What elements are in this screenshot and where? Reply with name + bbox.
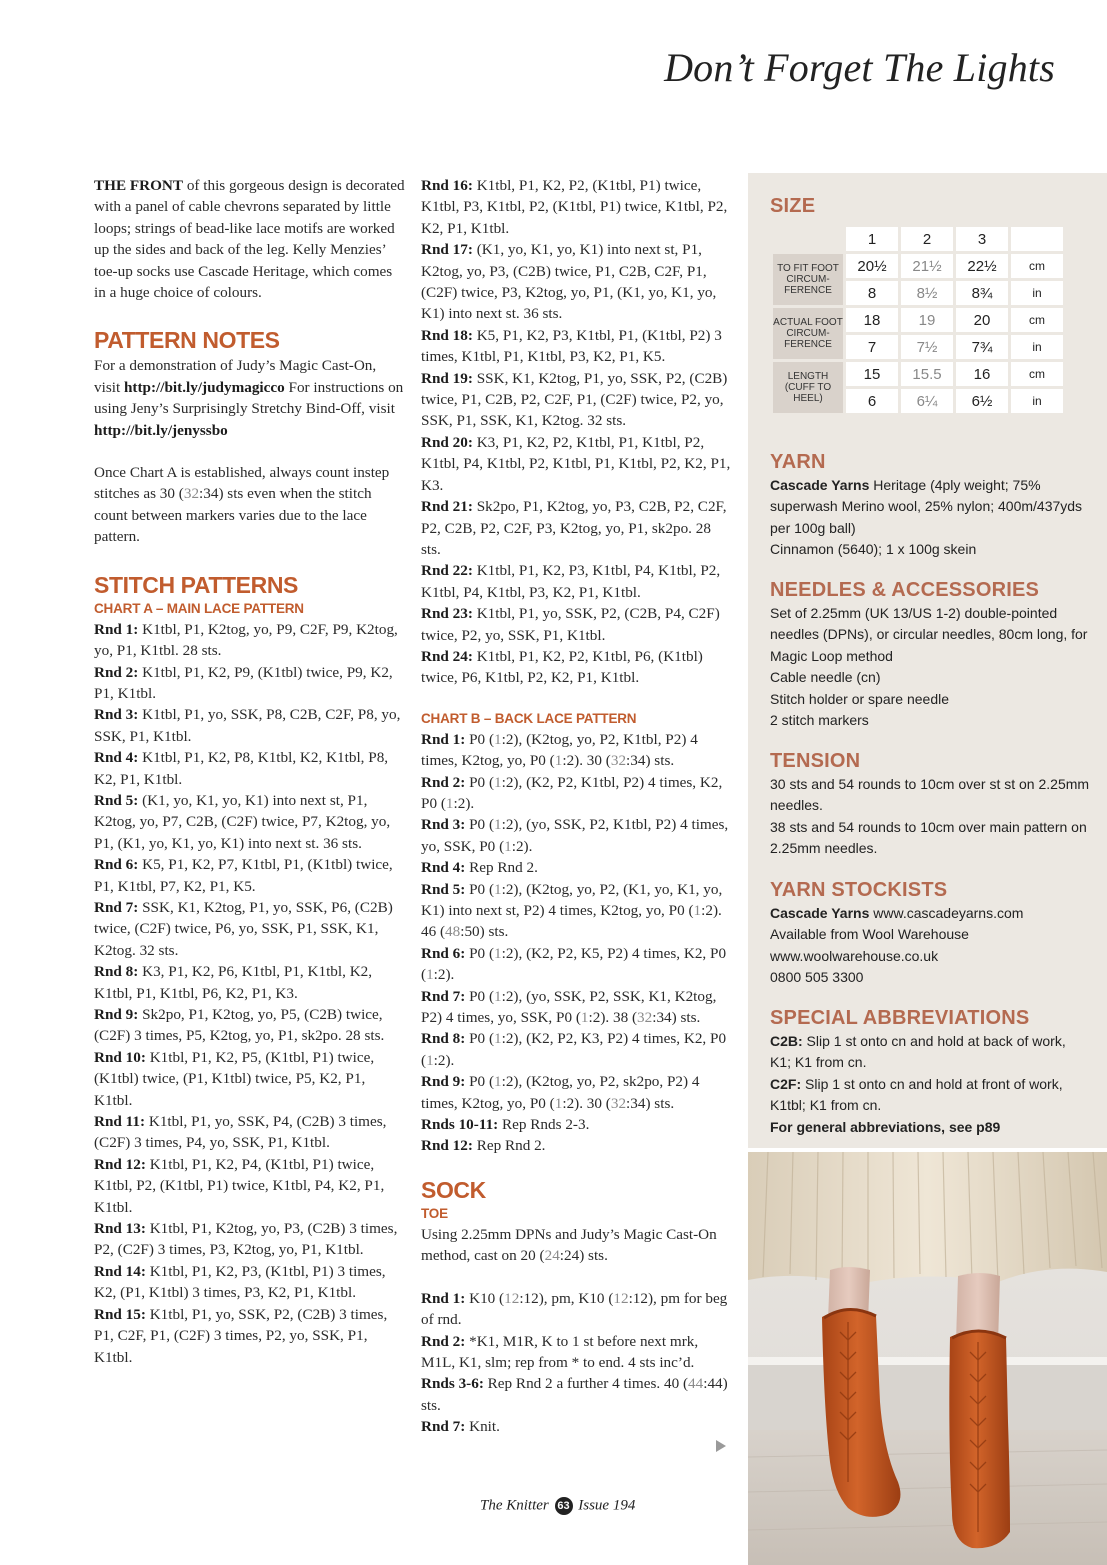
round-text: P0 ( (465, 880, 495, 898)
round-instruction (94, 1154, 406, 1218)
round-text: K1tbl, P1, yo, SSK, P2, (C2B) 3 times, P1, C2F, P1, (C2F) 3 times, P2, yo, SSK, P1, K1tbl. (94, 1305, 388, 1366)
round-text: K5, P1, K2, P7, K1tbl, P1, (K1tbl) twice, P1, K1tbl, P7, K2, P1, K5. (94, 856, 393, 895)
issue-number: Issue 194 (578, 1497, 636, 1514)
round-text: SSK, K1, K2tog, P1, yo, SSK, P6, (C2B) twice, (C2F) twice, P6, yo, SSK, P1, SSK, K1, K2tog. 32 sts. (94, 898, 393, 959)
round-text: :50) sts. (460, 923, 509, 941)
round-label: Rnd 5: (421, 880, 466, 898)
round-instruction (94, 1218, 406, 1261)
pattern-notes-heading: PATTERN NOTES (94, 327, 280, 354)
page-title: Don’t Forget The Lights (664, 45, 1055, 90)
round-label: Rnd 9: (421, 1073, 466, 1091)
pattern-notes-p2: Once Chart A is established, always count instep stitches as 30 (32:34) sts even when the stitch count between markers varies due to the lace pattern. (94, 464, 390, 546)
yarn-section (770, 449, 1090, 561)
unit-cm: cm (1011, 308, 1063, 332)
round-instruction (421, 1114, 733, 1135)
round-instruction (421, 560, 733, 603)
round-text: :2). 30 ( (562, 752, 611, 770)
needles-section (770, 577, 1090, 731)
round-label: Rnd 24: (421, 647, 473, 665)
round-instruction (94, 1047, 406, 1111)
length-in-3: 6½ (956, 389, 1008, 413)
size-heading: SIZE (770, 195, 816, 217)
length-cm-2: 15.5 (901, 362, 953, 386)
stockist-site[interactable]: www.cascadeyarns.com (869, 905, 1024, 921)
round-instruction (94, 790, 406, 854)
fit-in-3: 8¾ (956, 281, 1008, 305)
chart-a-rounds (94, 619, 406, 1368)
round-instruction (421, 986, 733, 1029)
round-instruction (94, 961, 406, 1004)
chart-b-rounds (421, 729, 733, 1157)
round-text: :2). (433, 1051, 455, 1069)
round-label: Rnd 6: (421, 944, 466, 962)
round-text: 32 (610, 752, 627, 770)
round-instruction (94, 1304, 406, 1368)
round-text: :2), (K2tog, yo, P2, (K1, yo, K1, yo, K1) into next st, P2) 4 times, K2tog, yo, P0 ( (421, 880, 723, 919)
round-label: Rnd 18: (421, 326, 473, 344)
round-text: 12 (613, 1289, 629, 1307)
round-text: 44 (688, 1375, 704, 1393)
round-instruction (94, 1004, 406, 1047)
toe-heading: TOE (421, 1205, 448, 1221)
chart-a-rounds-continued (421, 175, 733, 689)
round-text: :34) sts. (626, 752, 675, 770)
round-text: 1 (580, 1009, 589, 1027)
round-text: :34) sts. (626, 1094, 675, 1112)
needle-item: 2 stitch markers (770, 712, 869, 729)
round-instruction (421, 1071, 733, 1114)
round-text: :2), (K2, P2, K5, P2) 4 times, K2, P0 ( (421, 944, 727, 984)
round-text: :2), (K2tog, yo, P2, K1tbl, P2) 4 times, K2tog, yo, P0 ( (421, 730, 698, 770)
round-label: Rnd 2: (421, 773, 466, 791)
round-instruction (421, 1331, 733, 1374)
magazine-name: The Knitter (480, 1497, 549, 1514)
row-label-actual-foot: ACTUAL FOOT CIRCUM-FERENCE (773, 308, 843, 359)
yarn-brand: Cascade Yarns (770, 477, 870, 493)
round-text: K1tbl, P1, K2, P9, (K1tbl) twice, P9, K2, P1, K1tbl. (94, 663, 393, 702)
needles-list (770, 603, 1090, 731)
round-text: K3, P1, K2, P6, K1tbl, P1, K1tbl, K2, K1tbl, P1, K1tbl, P6, K2, P1, K3. (94, 963, 373, 1002)
round-text: *K1, M1R, K to 1 st before next mrk, M1L, K1, slm; rep from * to end. 4 sts inc’d. (421, 1332, 699, 1371)
abbreviation-label: C2F: (770, 1075, 802, 1092)
round-label: Rnd 2: (94, 663, 139, 681)
actual-cm-3: 20 (956, 308, 1008, 332)
round-instruction (421, 325, 733, 368)
round-label: Rnd 16: (421, 177, 473, 194)
round-text: K1tbl, P1, K2, P8, K1tbl, K2, K1tbl, P8, K2, P1, K1tbl. (94, 749, 389, 788)
stockist-brand: Cascade Yarns (770, 905, 870, 921)
round-text: 48 (445, 923, 461, 941)
round-instruction (421, 368, 733, 432)
round-label: Rnd 5: (94, 791, 139, 809)
round-label: Rnd 3: (421, 816, 466, 834)
unit-in: in (1011, 389, 1063, 413)
stockist-phone: 0800 505 3300 (770, 969, 864, 986)
round-label: Rnds 3-6: (421, 1375, 484, 1393)
chart-b-heading: CHART B – BACK LACE PATTERN (421, 710, 637, 726)
round-instruction (421, 1028, 733, 1071)
round-label: Rnd 1: (421, 730, 466, 748)
round-text: 1 (494, 773, 502, 791)
actual-in-1: 7 (846, 335, 898, 359)
round-text: :2), (K2, P2, K1tbl, P2) 4 times, K2, P0 ( (421, 773, 723, 812)
round-text: K1tbl, P1, K2, P3, (K1tbl, P1) 3 times, K2, (P1, K1tbl) 3 times, P3, K2, P1, K1tbl. (94, 1262, 386, 1302)
round-text: K1tbl, P1, yo, SSK, P2, (C2B, P4, C2F) twice, P2, yo, SSK, P1, K1tbl. (421, 605, 720, 644)
size-table (770, 224, 1066, 416)
intro-paragraph (94, 175, 406, 303)
socks-photo (748, 1152, 1107, 1565)
stockist-site2[interactable]: www.woolwarehouse.co.uk (770, 947, 939, 964)
round-text: 32 (637, 1009, 653, 1027)
fit-in-1: 8 (846, 281, 898, 305)
round-text: K1tbl, P1, K2, P2, (K1tbl, P1) twice, K1tbl, P3, K1tbl, P2, (K1tbl, P1) twice, K1tbl, P2, K2, P1, K1tbl. (421, 177, 728, 237)
round-label: Rnd 13: (94, 1220, 146, 1238)
round-text: :2), (yo, SSK, P2, K1tbl, P2) 4 times, yo, SSK, P0 ( (421, 816, 729, 855)
abbreviation-item (770, 1074, 1090, 1117)
actual-cm-2: 19 (901, 308, 953, 332)
round-text: K10 ( (465, 1289, 505, 1307)
actual-in-3: 7¾ (956, 335, 1008, 359)
fit-cm-3: 22½ (956, 254, 1008, 278)
round-label: Rnd 8: (94, 963, 139, 981)
judy-link[interactable]: http://bit.ly/judymagicco (123, 378, 285, 396)
continue-arrow-icon (716, 1440, 726, 1452)
page-number: 63 (555, 1497, 573, 1515)
round-instruction (421, 814, 733, 857)
round-text: K1tbl, P1, K2, P4, (K1tbl, P1) twice, K1tbl, P2, (K1tbl, P1) twice, K1tbl, P4, K2, P1, K1tbl. (94, 1155, 385, 1216)
round-text: :12), pm, K10 ( (519, 1289, 614, 1307)
round-label: Rnd 4: (421, 859, 466, 877)
stockist-line2: Available from Wool Warehouse (770, 926, 969, 943)
round-instruction (94, 704, 406, 747)
round-label: Rnd 2: (421, 1332, 466, 1350)
round-instruction (421, 239, 733, 325)
tension-item: 30 sts and 54 rounds to 10cm over st st on 2.25mm needles. (770, 776, 1090, 814)
round-text: K1tbl, P1, yo, SSK, P4, (C2B) 3 times, (C2F) 3 times, P4, yo, SSK, P1, K1tbl. (94, 1113, 387, 1152)
round-label: Rnd 6: (94, 856, 139, 874)
round-instruction (421, 496, 733, 560)
round-text: SSK, K1, K2tog, P1, yo, SSK, P2, (C2B) twice, P1, C2B, P2, C2F, P1, (C2F) twice, P2, yo, SSK, P1, SSK, K1, K2tog. 32 sts. (421, 369, 728, 430)
round-text: P0 ( (465, 773, 495, 791)
round-text: P0 ( (465, 1073, 495, 1091)
abbreviations-heading: SPECIAL ABBREVIATIONS (770, 1007, 1030, 1029)
yarn-colour: Cinnamon (5640); 1 x 100g skein (770, 541, 977, 558)
round-text: P0 ( (465, 944, 495, 962)
length-cm-3: 16 (956, 362, 1008, 386)
round-text: :2). (453, 794, 475, 812)
round-instruction (421, 772, 733, 815)
round-instruction (94, 854, 406, 897)
round-text: 1 (494, 1073, 502, 1091)
round-text: :2), (yo, SSK, P2, SSK, K1, K2tog, P2) 4 times, yo, SSK, P0 ( (421, 987, 717, 1027)
round-label: Rnd 14: (94, 1262, 146, 1280)
abbreviations-list (770, 1031, 1090, 1117)
general-abbreviations-note: For general abbreviations, see p89 (770, 1118, 1001, 1135)
round-text: P0 ( (465, 816, 495, 834)
round-text: :2). (511, 837, 533, 855)
round-text: K1tbl, P1, K2tog, yo, P3, (C2B) 3 times, P2, (C2F) 3 times, P3, K2tog, yo, P1, K1tbl. (94, 1220, 398, 1259)
round-text: 1 (426, 966, 434, 984)
round-label: Rnd 8: (421, 1030, 466, 1048)
round-text: Knit. (465, 1418, 500, 1436)
round-instruction (94, 747, 406, 790)
fit-cm-1: 20½ (846, 254, 898, 278)
round-label: Rnd 12: (94, 1155, 146, 1173)
round-instruction (421, 646, 733, 689)
length-in-1: 6 (846, 389, 898, 413)
abbreviations-section (770, 1005, 1090, 1138)
stockists-section (770, 877, 1090, 989)
round-text: Sk2po, P1, K2tog, yo, P3, C2B, P2, C2F, P2, C2B, P2, C2F, P3, K2tog, yo, P1, sk2po. 28 sts. (421, 498, 727, 558)
round-instruction (421, 175, 733, 239)
size-2: 2 (901, 227, 953, 251)
round-instruction (421, 432, 733, 496)
size-3: 3 (956, 227, 1008, 251)
round-label: Rnd 4: (94, 749, 139, 767)
round-label: Rnd 7: (421, 987, 466, 1005)
needle-item: Cable needle (cn) (770, 669, 881, 686)
actual-in-2: 7½ (901, 335, 953, 359)
round-label: Rnd 17: (421, 241, 473, 259)
round-text: (K1, yo, K1, yo, K1) into next st, P1, K2tog, yo, P7, C2B, (C2F) twice, P7, K2tog, yo, P1, (K1, yo, K1, yo, K1) into next st. 36 sts. (94, 791, 391, 852)
round-text: K5, P1, K2, P3, K1tbl, P1, (K1tbl, P2) 3 times, K1tbl, P1, K1tbl, P3, K2, P1, K5. (421, 326, 722, 366)
length-in-2: 6¼ (901, 389, 953, 413)
round-text: Rep Rnd 2 a further 4 times. 40 ( (483, 1375, 689, 1393)
round-instruction (94, 1261, 406, 1304)
abbreviation-text: Slip 1 st onto cn and hold at back of work, K1; K1 from cn. (770, 1033, 1066, 1071)
round-text: K3, P1, K2, P2, K1tbl, P1, K1tbl, P2, K1tbl, P4, K1tbl, P2, K1tbl, P1, K1tbl, P2, K2, P1, K3. (421, 433, 731, 494)
round-text: :2). 46 ( (421, 902, 722, 941)
round-text: K1tbl, P1, K2tog, yo, P9, C2F, P9, K2tog, yo, P1, K1tbl. 28 sts. (94, 620, 398, 660)
column-middle (421, 175, 733, 1438)
round-text: :12), pm for beg of rnd. (421, 1289, 728, 1329)
tension-item: 38 sts and 54 rounds to 10cm over main pattern on 2.25mm needles. (770, 818, 1087, 857)
round-text: (K1, yo, K1, yo, K1) into next st, P1, K2tog, yo, P3, (C2B) twice, P1, C2B, C2F, P1, (C2F) twice, P3, K2tog, yo, P1, (K1, yo, K1, yo, K1) into next st. 36 sts. (421, 241, 717, 323)
tension-heading: TENSION (770, 750, 861, 772)
round-label: Rnd 1: (94, 620, 139, 638)
round-text: 1 (445, 794, 454, 812)
round-text: :2), (K2, P2, K3, P2) 4 times, K2, P0 ( (421, 1030, 727, 1069)
round-instruction (94, 897, 406, 961)
round-label: Rnd 1: (421, 1289, 466, 1307)
yarn-details: Heritage (4ply weight; 75% superwash Merino wool, 25% nylon; 400m/437yds per 100g ball) (770, 477, 1083, 536)
round-text: 32 (610, 1094, 627, 1112)
round-text: 1 (554, 752, 563, 770)
round-text: 1 (494, 880, 502, 898)
round-label: Rnd 21: (421, 498, 473, 516)
actual-cm-1: 18 (846, 308, 898, 332)
size-header-row (773, 227, 1063, 251)
round-instruction (94, 1111, 406, 1154)
round-text: :2). (433, 966, 455, 984)
round-text: 1 (494, 944, 502, 962)
round-text: 1 (494, 1030, 502, 1048)
round-label: Rnd 12: (421, 1137, 473, 1155)
round-text: P0 ( (465, 1030, 495, 1048)
round-text: :2), (K2tog, yo, P2, sk2po, P2) 4 times, K2tog, yo, P0 ( (421, 1073, 700, 1112)
yarn-heading: YARN (770, 451, 826, 473)
toe-intro (421, 1224, 733, 1267)
abbreviation-item (770, 1031, 1090, 1074)
round-text: K1tbl, P1, K2, P5, (K1tbl, P1) twice, (K1tbl) twice, (P1, K1tbl) twice, P5, K2, P1, K1tbl. (94, 1048, 375, 1109)
round-label: Rnd 7: (421, 1418, 466, 1436)
toe-intro-text: 24 (544, 1247, 560, 1265)
pattern-notes-p1: For a demonstration of Judy’s Magic Cast-On, visit http://bit.ly/judymagicco For instructions on using Jeny’s Surprisingly Stretchy Bind-Off, visit http://bit.ly/jenyssbo (94, 357, 404, 439)
round-instruction (421, 603, 733, 646)
round-instruction (421, 1135, 733, 1156)
round-instruction (421, 857, 733, 878)
needle-item: Set of 2.25mm (UK 13/US 1-2) double-pointed needles (DPNs), or circular needles, 80cm long, for Magic Loop method (770, 605, 1088, 664)
round-instruction (421, 943, 733, 986)
tension-section (770, 748, 1090, 860)
round-label: Rnd 11: (94, 1113, 146, 1131)
needle-item: Stitch holder or spare needle (770, 690, 949, 707)
page-footer (480, 1497, 635, 1515)
round-label: Rnd 3: (94, 706, 139, 724)
jeny-link[interactable]: http://bit.ly/jenyssbo (94, 421, 228, 439)
round-label: Rnd 23: (421, 605, 473, 623)
stitch-patterns-heading: STITCH PATTERNS (94, 571, 298, 598)
round-text: 1 (494, 816, 502, 834)
sock-heading: SOCK (421, 1176, 486, 1203)
column-left (94, 175, 406, 1368)
round-label: Rnd 19: (421, 369, 473, 387)
round-text: K1tbl, P1, K2, P3, K1tbl, P4, K1tbl, P2, K1tbl, P4, K1tbl, P3, K2, P1, K1tbl. (421, 562, 721, 601)
round-text: K1tbl, P1, yo, SSK, P8, C2B, C2F, P8, yo, SSK, P1, K1tbl. (94, 706, 401, 745)
toe-rounds (421, 1288, 733, 1438)
round-text: P0 ( (465, 987, 495, 1005)
chart-a-heading: CHART A – MAIN LACE PATTERN (94, 600, 304, 616)
round-text: 1 (426, 1051, 434, 1069)
round-text: :44) sts. (421, 1375, 728, 1414)
round-label: Rnd 9: (94, 1006, 139, 1023)
round-text: :2). 38 ( (588, 1009, 638, 1027)
round-text: Sk2po, P1, K2tog, yo, P5, (C2B) twice, (C2F) 3 times, P5, K2tog, yo, P1, sk2po. 28 sts. (94, 1006, 385, 1045)
fit-in-2: 8½ (901, 281, 953, 305)
round-text: 1 (504, 837, 512, 855)
stockists-heading: YARN STOCKISTS (770, 879, 948, 901)
round-text: 1 (554, 1094, 563, 1112)
round-instruction (421, 1416, 733, 1437)
round-instruction (421, 1288, 733, 1331)
round-text: P0 ( (465, 730, 495, 748)
round-instruction (421, 1373, 733, 1416)
round-text: Rep Rnd 2. (465, 859, 538, 877)
unit-cm: cm (1011, 254, 1063, 278)
needles-heading: NEEDLES & ACCESSORIES (770, 579, 1040, 601)
tension-list (770, 774, 1090, 860)
round-instruction (421, 729, 733, 772)
round-instruction (421, 879, 733, 943)
round-label: Rnd 20: (421, 433, 473, 451)
toe-intro-text: Using 2.25mm DPNs and Judy’s Magic Cast-On method, cast on 20 ( (421, 1225, 717, 1265)
round-text: :2). 30 ( (562, 1094, 611, 1112)
fit-cm-2: 21½ (901, 254, 953, 278)
round-label: Rnd 10: (94, 1048, 146, 1066)
unit-in: in (1011, 281, 1063, 305)
round-text: Rep Rnd 2. (472, 1137, 546, 1155)
size-1: 1 (846, 227, 898, 251)
round-label: Rnd 7: (94, 898, 139, 916)
abbreviation-text: Slip 1 st onto cn and hold at front of work, K1tbl; K1 from cn. (770, 1075, 1063, 1114)
toe-intro-text: :24) sts. (559, 1247, 608, 1265)
round-label: Rnd 15: (94, 1305, 146, 1323)
intro-lead: THE FRONT (94, 177, 184, 194)
row-label-length: LENGTH (CUFF TO HEEL) (773, 362, 843, 413)
round-text: 1 (494, 730, 502, 748)
row-label-fit-foot: TO FIT FOOT CIRCUM-FERENCE (773, 254, 843, 305)
unit-in: in (1011, 335, 1063, 359)
round-instruction (94, 619, 406, 662)
intro-text: of this gorgeous design is decorated with a panel of cable chevrons separated by little loops; strings of bead-like lace motifs are worked up the sides and back of the leg. Kelly Menzies’ toe-up socks use Cascade Heritage, which comes in a huge choice of colours. (94, 177, 405, 302)
unit-cm: cm (1011, 362, 1063, 386)
round-text: 12 (504, 1289, 520, 1307)
round-label: Rnds 10-11: (421, 1116, 499, 1134)
round-instruction (94, 662, 406, 705)
round-text: 1 (693, 902, 702, 919)
round-text: Rep Rnds 2-3. (498, 1116, 590, 1134)
length-cm-1: 15 (846, 362, 898, 386)
round-text: 1 (494, 987, 502, 1005)
round-label: Rnd 22: (421, 562, 473, 580)
abbreviation-label: C2B: (770, 1033, 803, 1049)
round-text: :34) sts. (652, 1009, 701, 1027)
round-text: K1tbl, P1, K2, P2, K1tbl, P6, (K1tbl) twice, P6, K1tbl, P2, K2, P1, K1tbl. (421, 647, 703, 687)
